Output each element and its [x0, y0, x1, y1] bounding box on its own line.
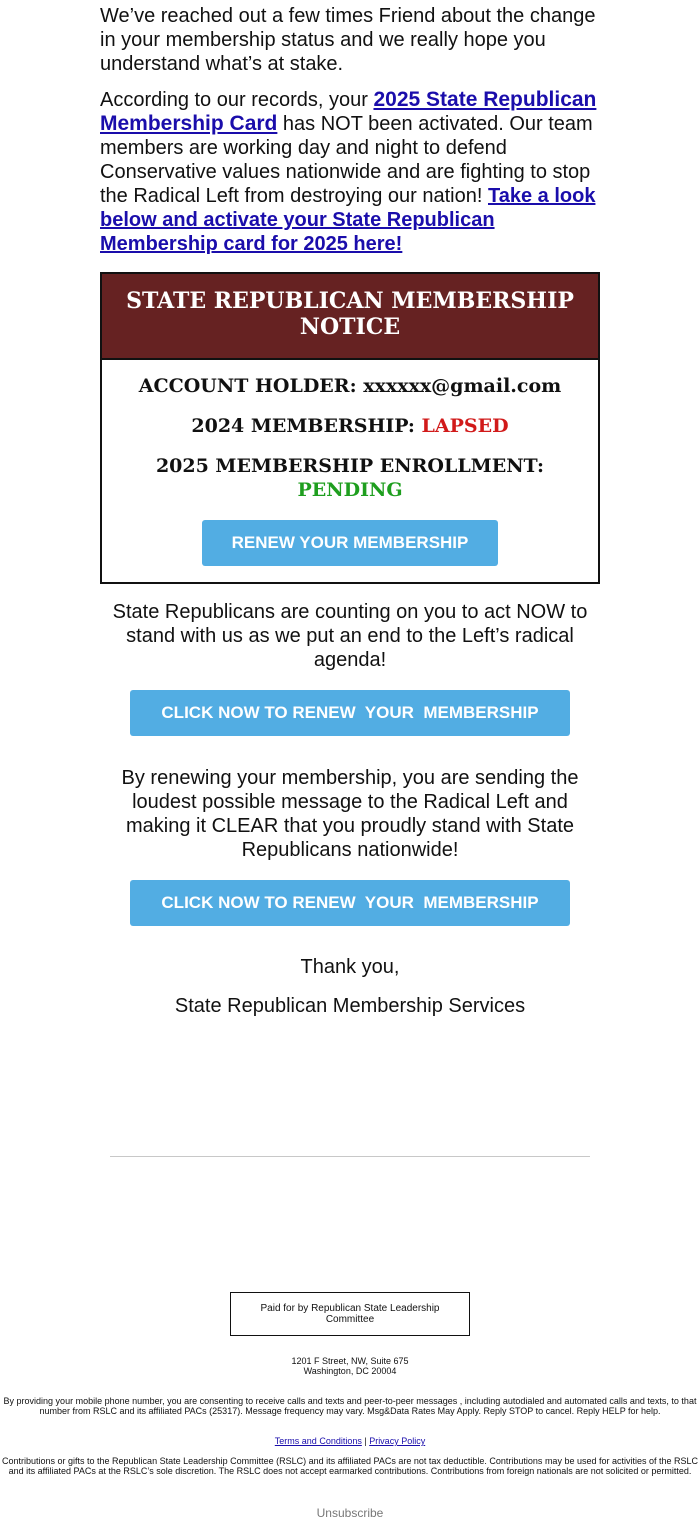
- notice-body: [102, 360, 598, 582]
- membership-2025-status: PENDING: [297, 479, 403, 501]
- membership-2025-label: 2025 MEMBERSHIP ENROLLMENT:: [155, 455, 545, 477]
- intro-paragraph-1: We’ve reached out a few times Friend about the change in your membership status and we really hope you understand what’s at stake.: [100, 5, 596, 75]
- click-now-renew-button-1[interactable]: CLICK NOW TO RENEW YOUR MEMBERSHIP: [130, 690, 570, 736]
- footer-link-separator: |: [361, 1436, 370, 1446]
- activate-card-link[interactable]: Take a look below and activate your State Republican Membership card for 2025 here!: [100, 185, 596, 255]
- membership-card-link[interactable]: 2025 State Republican Membership Card: [100, 88, 597, 135]
- thank-you-text: Thank you,: [300, 956, 400, 978]
- footer-links: [0, 1436, 700, 1446]
- renewing-message-paragraph: By renewing your membership, you are sending the loudest possible message to the Radical Left and making it CLEAR that you proudly stand with State Republicans nationwide!: [121, 767, 579, 861]
- membership-2024-line: [112, 414, 588, 438]
- email-content: [100, 0, 600, 1018]
- cta-row-1: [100, 690, 600, 736]
- paid-for-box: Paid for by Republican State Leadership Committee: [230, 1292, 470, 1336]
- sms-disclaimer: By providing your mobile phone number, you are consenting to receive calls and texts and peer-to-peer messages , including autodialed and automated calls and texts, to that number from RSLC and its affiliated PACs (25317). Message frequency may vary. Msg&Data Rates May Apply. Reply STOP to cancel. Reply HELP for help.: [3, 1396, 697, 1416]
- signature-text: State Republican Membership Services: [174, 995, 526, 1017]
- footer-divider: [110, 1156, 590, 1157]
- membership-2024-label: 2024 MEMBERSHIP:: [191, 415, 422, 437]
- address-line-2: Washington, DC 20004: [303, 1366, 397, 1376]
- renew-membership-button[interactable]: RENEW YOUR MEMBERSHIP: [202, 520, 498, 566]
- privacy-link[interactable]: Privacy Policy: [369, 1436, 426, 1446]
- account-holder-value: xxxxxx@gmail.com: [363, 375, 562, 397]
- membership-2024-status: LAPSED: [421, 415, 509, 437]
- address-line-1: 1201 F Street, NW, Suite 675: [291, 1356, 409, 1366]
- intro-paragraph-2: [100, 88, 600, 256]
- intro-text-after: has NOT been activated. Our team members are working day and night to defend Conservative values nationwide and are fighting to stop the Radical Left from destroying our nation!: [100, 113, 593, 207]
- counting-on-you-paragraph: State Republicans are counting on you to act NOW to stand with us as we put an end to the Left’s radical agenda!: [112, 601, 588, 671]
- account-holder-line: [112, 374, 588, 398]
- cta-row-2: [100, 880, 600, 926]
- notice-title: STATE REPUBLICAN MEMBERSHIP NOTICE: [102, 274, 598, 360]
- terms-link[interactable]: Terms and Conditions: [274, 1436, 362, 1446]
- contribution-disclaimer: Contributions or gifts to the Republican State Leadership Committee (RSLC) and its affiliated PACs are not tax deductible. Contributions may be used for activities of the RSLC and its affiliated PACs at the RSLC’s sole discretion. The RSLC does not accept earmarked contributions. Contributions from foreign nationals are not solicited or permitted.: [1, 1456, 699, 1476]
- membership-2025-line: [112, 454, 588, 502]
- unsubscribe-link[interactable]: Unsubscribe: [316, 1506, 384, 1520]
- footer-address: [0, 1356, 700, 1376]
- membership-notice-box: [100, 272, 600, 584]
- click-now-renew-button-2[interactable]: CLICK NOW TO RENEW YOUR MEMBERSHIP: [130, 880, 570, 926]
- account-holder-label: ACCOUNT HOLDER:: [138, 375, 364, 397]
- intro-text-before: According to our records, your: [100, 89, 374, 111]
